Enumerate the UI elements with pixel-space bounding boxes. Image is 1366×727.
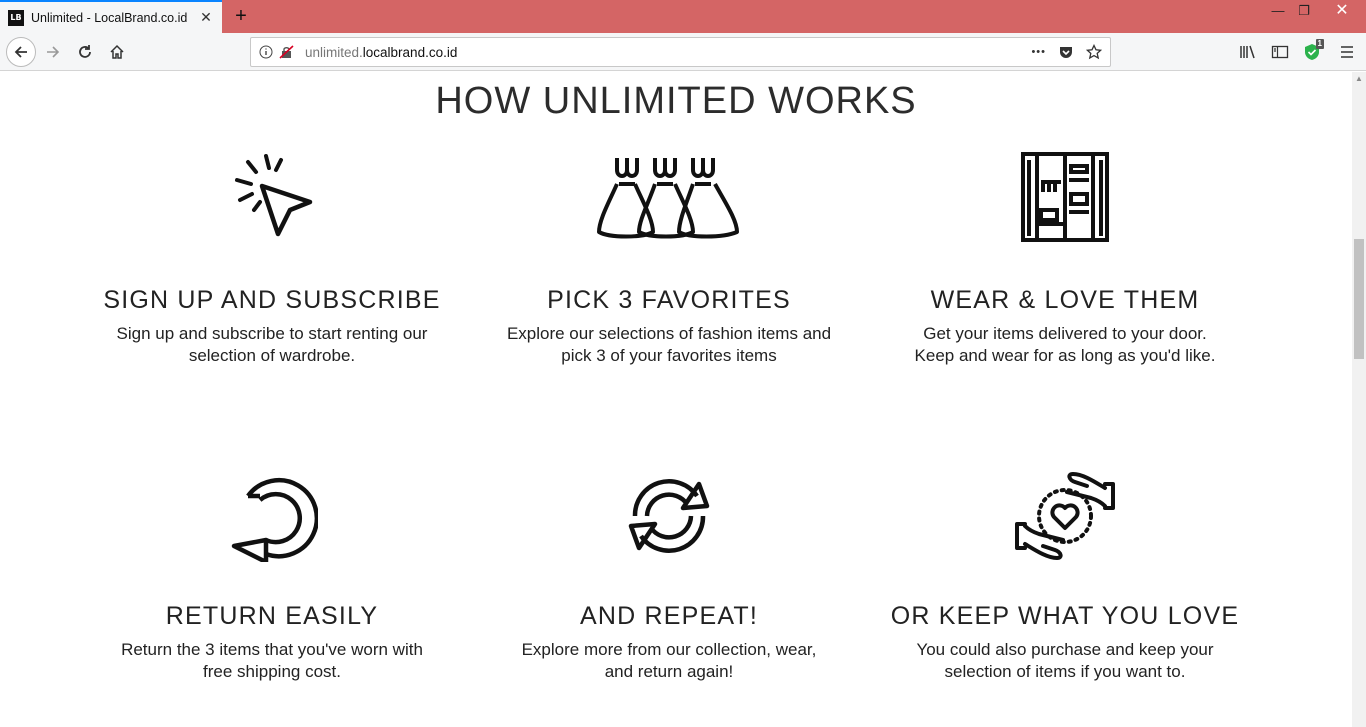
step-description-line2: free shipping cost. (203, 662, 341, 681)
insecure-lock-icon[interactable] (279, 45, 295, 59)
vertical-scrollbar[interactable] (1352, 72, 1366, 727)
navigation-bar (0, 33, 1366, 71)
library-button[interactable] (1232, 37, 1264, 67)
back-button[interactable] (6, 37, 36, 67)
library-icon (1239, 44, 1257, 60)
step-description (865, 323, 1265, 367)
return-arrow-icon (226, 470, 318, 562)
tab-favicon-icon: LB (8, 10, 24, 26)
step-description-line2: and return again! (604, 662, 734, 681)
step-description-line1: Sign up and subscribe to start renting our (116, 324, 428, 343)
step-description (72, 323, 472, 367)
step-description-line1: You could also purchase and keep your (916, 640, 1214, 659)
section-title: HOW UNLIMITED WORKS (435, 80, 917, 122)
restore-button[interactable]: ❐ (1298, 3, 1310, 18)
sidebar-icon (1271, 44, 1289, 60)
step-wear-love (865, 152, 1265, 367)
step-description-line2: selection of items if you want to. (944, 662, 1186, 681)
sidebar-button[interactable] (1264, 37, 1296, 67)
step-description-line1: Explore our selections of fashion items and (506, 324, 832, 343)
step-title: PICK 3 FAVORITES (547, 286, 791, 314)
home-button[interactable] (102, 37, 132, 67)
tab-close-icon[interactable]: ✕ (200, 9, 212, 25)
extension-button[interactable] (1296, 37, 1328, 67)
step-title: WEAR & LOVE THEM (930, 286, 1200, 314)
reload-button[interactable] (70, 37, 100, 67)
step-description (865, 639, 1265, 683)
hands-heart-icon (1013, 470, 1117, 562)
click-cursor-icon (226, 152, 318, 244)
step-description-line2: pick 3 of your favorites items (561, 346, 777, 365)
scroll-up-arrow-icon[interactable]: ▲ (1355, 74, 1363, 83)
dresses-icon (597, 152, 741, 244)
home-icon (109, 44, 125, 60)
step-return (72, 470, 472, 683)
repeat-icon (623, 470, 715, 562)
step-repeat (469, 470, 869, 683)
reload-icon (77, 44, 93, 60)
hamburger-menu-icon (1339, 45, 1355, 59)
step-description (469, 639, 869, 683)
step-description-line1: Explore more from our collection, wear, (521, 640, 817, 659)
browser-tab[interactable] (0, 0, 222, 33)
minimize-button[interactable]: — (1271, 3, 1285, 18)
step-title: AND REPEAT! (579, 602, 759, 630)
new-tab-button[interactable]: + (235, 5, 247, 27)
url-subdomain: unlimited. (305, 44, 363, 60)
forward-arrow-icon (45, 44, 61, 60)
pocket-icon[interactable] (1058, 44, 1074, 60)
info-icon[interactable] (259, 45, 273, 59)
step-description-line2: Keep and wear for as long as you'd like. (914, 346, 1216, 365)
url-domain: localbrand.co.id (362, 44, 458, 60)
tab-title: Unlimited - LocalBrand.co.id (31, 10, 188, 25)
step-description-line2: selection of wardrobe. (188, 346, 356, 365)
step-description-line1: Get your items delivered to your door. (923, 324, 1207, 343)
step-title: SIGN UP AND SUBSCRIBE (103, 286, 441, 314)
menu-button[interactable] (1328, 37, 1366, 67)
extension-badge: 1 (1317, 39, 1322, 48)
step-title: RETURN EASILY (165, 602, 379, 630)
step-title: OR KEEP WHAT YOU LOVE (890, 602, 1240, 630)
step-sign-up (72, 152, 472, 367)
wardrobe-icon (1019, 152, 1111, 244)
back-arrow-icon (13, 44, 29, 60)
step-keep (865, 470, 1265, 683)
scrollbar-thumb[interactable] (1354, 239, 1364, 359)
step-description (72, 639, 472, 683)
forward-button[interactable] (38, 37, 68, 67)
bookmark-star-icon[interactable] (1086, 44, 1102, 60)
url-text[interactable] (305, 45, 1031, 60)
page-actions-button[interactable]: ••• (1031, 46, 1046, 58)
step-pick-favorites (469, 152, 869, 367)
title-bar (0, 0, 1366, 33)
close-window-button[interactable]: ✕ (1335, 2, 1349, 19)
page-content (0, 72, 1352, 727)
step-description (469, 323, 869, 367)
step-description-line1: Return the 3 items that you've worn with (121, 640, 423, 659)
address-bar[interactable] (250, 37, 1111, 67)
